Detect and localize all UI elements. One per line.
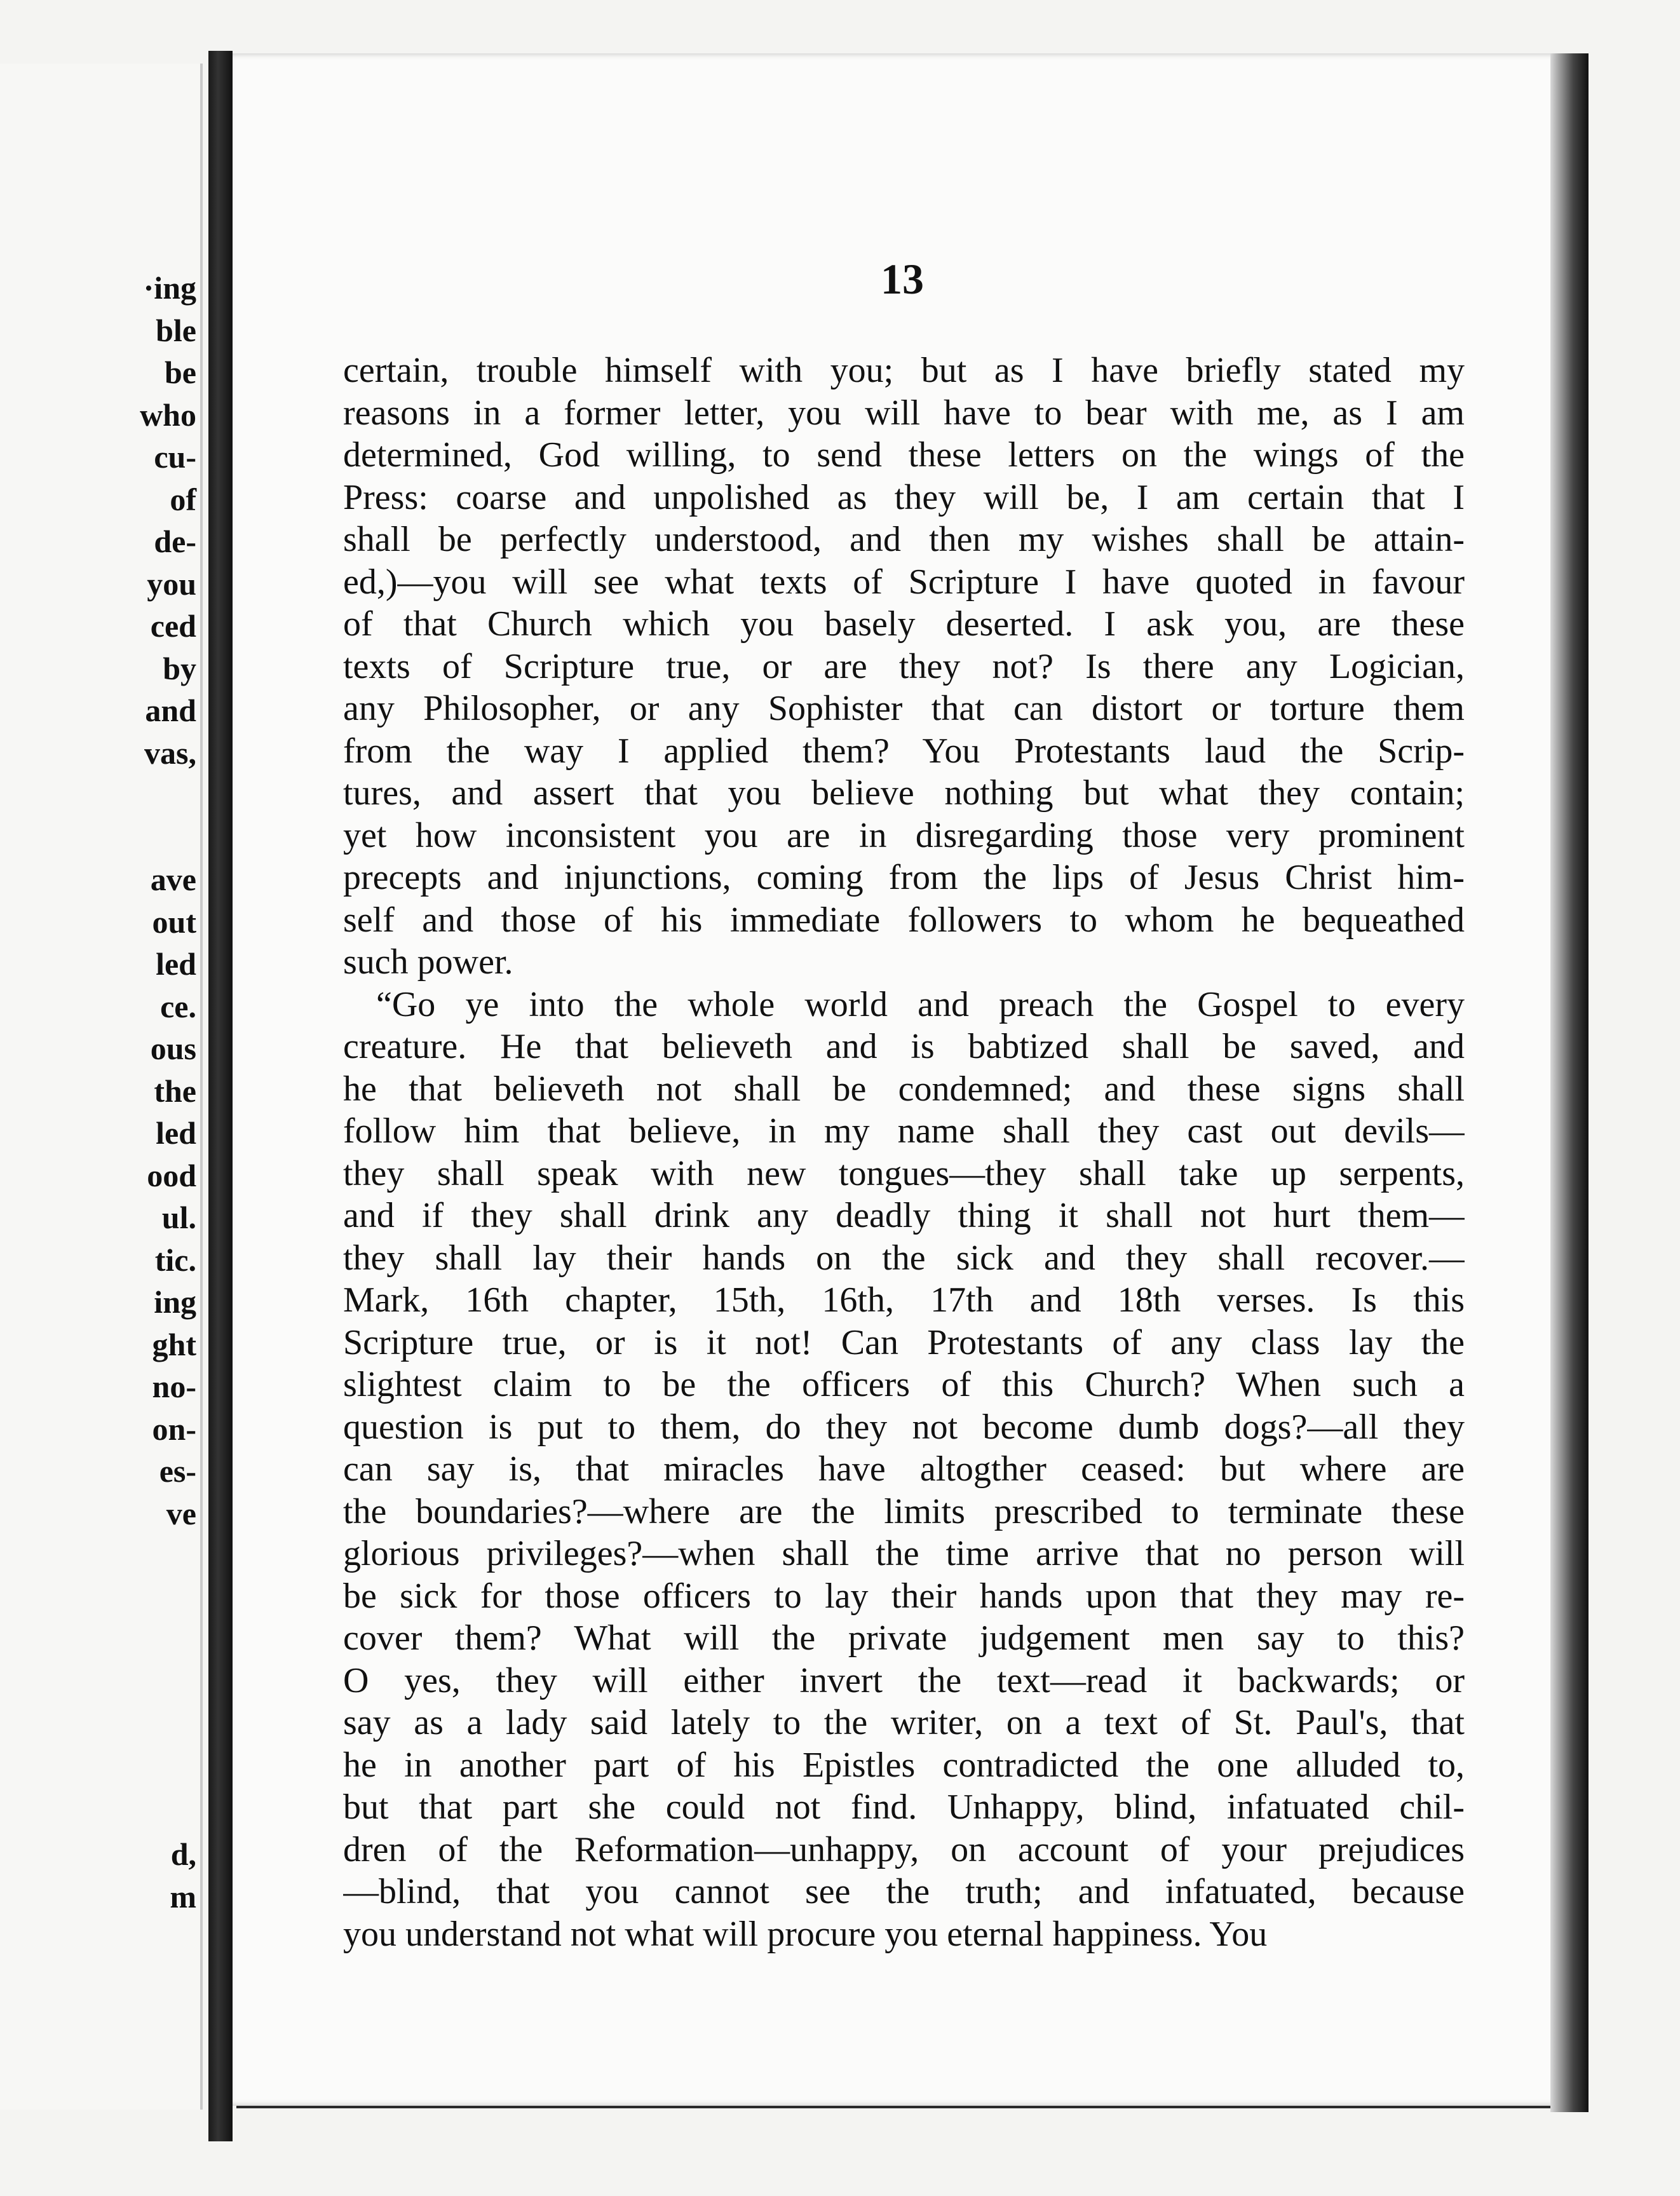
left-fragment: be [165, 355, 196, 390]
text-line: any Philosopher, or any Sophister that can distort or torture them [343, 689, 1465, 728]
left-page-edge [0, 64, 203, 2110]
left-fragment [140, 1535, 196, 1833]
text-line: determined, God willing, to send these letters on the wings of the [343, 435, 1465, 475]
left-fragment: ght [152, 1326, 196, 1362]
text-line: follow him that believe, in my name shall they cast out devils— [343, 1111, 1465, 1151]
left-fragment: on- [152, 1411, 196, 1447]
text-line: “Go ye into the whole world and preach the Gospel to every [376, 984, 1465, 1024]
text-line: dren of the Reformation—unhappy, on account of your prejudices [343, 1829, 1465, 1869]
text-line: tures, and assert that you believe nothing but what they contain; [343, 773, 1465, 813]
text-line: ed,)—you will see what texts of Scripture I have quoted in favour [343, 562, 1465, 602]
text-line: can say is, that miracles have altogther ceased: but where are [343, 1449, 1465, 1489]
text-line: cover them? What will the private judgement men say to this? [343, 1618, 1465, 1658]
left-fragment: ve [166, 1495, 196, 1531]
text-line: self and those of his immediate followers to whom he bequeathed [343, 900, 1465, 940]
text-line: certain, trouble himself with you; but as I have briefly stated my [343, 351, 1465, 390]
text-line: yet how inconsistent you are in disregarding those very prominent [343, 815, 1465, 855]
text-line: say as a lady said lately to the writer, on a text of St. Paul's, that [343, 1703, 1465, 1742]
text-line: they shall speak with new tongues—they shall take up serpents, [343, 1153, 1465, 1193]
left-fragment: out [152, 904, 196, 940]
left-fragment: ing [154, 1284, 196, 1320]
book-binding-gutter [208, 51, 233, 2141]
left-fragment: ble [156, 312, 196, 348]
text-line: they shall lay their hands on the sick and they shall recover.— [343, 1238, 1465, 1278]
text-line: slightest claim to be the officers of this Church? When such a [343, 1365, 1465, 1404]
left-fragment: of [170, 481, 196, 517]
left-fragment: no- [152, 1369, 196, 1404]
text-line: Press: coarse and unpolished as they will be, I am certain that I [343, 477, 1465, 517]
text-line: the boundaries?—where are the limits prescribed to terminate these [343, 1491, 1465, 1531]
left-fragment: ced [150, 608, 196, 644]
left-fragment: by [163, 650, 196, 686]
body-text [343, 349, 1465, 1955]
text-line: of that Church which you basely deserted. I ask you, are these [343, 604, 1465, 644]
text-line: from the way I applied them? You Protestants laud the Scrip- [343, 731, 1465, 771]
left-fragment: tic. [154, 1242, 196, 1278]
left-fragment: who [140, 396, 196, 433]
text-line: creature. He that believeth and is babtized shall be saved, and [343, 1027, 1465, 1066]
text-line: texts of Scripture true, or are they not? Is there any Logician, [343, 646, 1465, 686]
left-fragment: ce. [160, 988, 196, 1024]
left-fragment: ul. [161, 1200, 196, 1235]
text-line: question is put to them, do they not become dumb dogs?—all they [343, 1407, 1465, 1447]
left-fragment: led [156, 946, 196, 982]
left-fragment: led [156, 1115, 196, 1151]
left-fragment [140, 774, 196, 858]
left-fragment: ave [150, 862, 196, 897]
text-line: shall be perfectly understood, and then my wishes shall be attain- [343, 520, 1465, 559]
left-fragment: you [147, 566, 196, 602]
left-fragment: the [154, 1073, 196, 1109]
left-fragment: m [170, 1878, 196, 1915]
text-line: be sick for those officers to lay their hands upon that they may re- [343, 1576, 1465, 1616]
text-line: he in another part of his Epistles contradicted the one alluded to, [343, 1745, 1465, 1785]
text-line: Mark, 16th chapter, 15th, 16th, 17th and 18th verses. Is this [343, 1280, 1465, 1320]
left-fragment: cu- [154, 439, 196, 475]
text-line: you understand not what will procure you eternal happiness. You [343, 1914, 1268, 1954]
left-fragment: and [145, 693, 196, 728]
text-line: glorious privileges?—when shall the time arrive that no person will [343, 1534, 1465, 1573]
text-line: such power. [343, 942, 513, 982]
left-page-text-fragments [140, 267, 196, 1918]
left-fragment: ·ing [143, 270, 196, 306]
page-edge-shadow [1550, 53, 1589, 2112]
left-fragment: es- [159, 1453, 196, 1489]
text-line: but that part she could not find. Unhappy, blind, infatuated chil- [343, 1787, 1465, 1827]
text-line: Scripture true, or is it not! Can Protestants of any class lay the [343, 1322, 1465, 1362]
left-fragment: d, [170, 1836, 196, 1872]
left-fragment: vas, [144, 735, 196, 771]
page-number: 13 [881, 255, 924, 303]
text-line: he that believeth not shall be condemned; and these signs shall [343, 1069, 1465, 1109]
left-fragment: ood [147, 1157, 196, 1193]
text-line: —blind, that you cannot see the truth; and infatuated, because [343, 1872, 1465, 1911]
text-line: precepts and injunctions, coming from the lips of Jesus Christ him- [343, 858, 1465, 897]
left-fragment: de- [154, 524, 196, 559]
left-fragment: ous [150, 1031, 196, 1066]
text-line: reasons in a former letter, you will have to bear with me, as I am [343, 393, 1465, 433]
text-line: and if they shall drink any deadly thing it shall not hurt them— [343, 1196, 1465, 1235]
text-line: O yes, they will either invert the text—read it backwards; or [343, 1660, 1465, 1700]
